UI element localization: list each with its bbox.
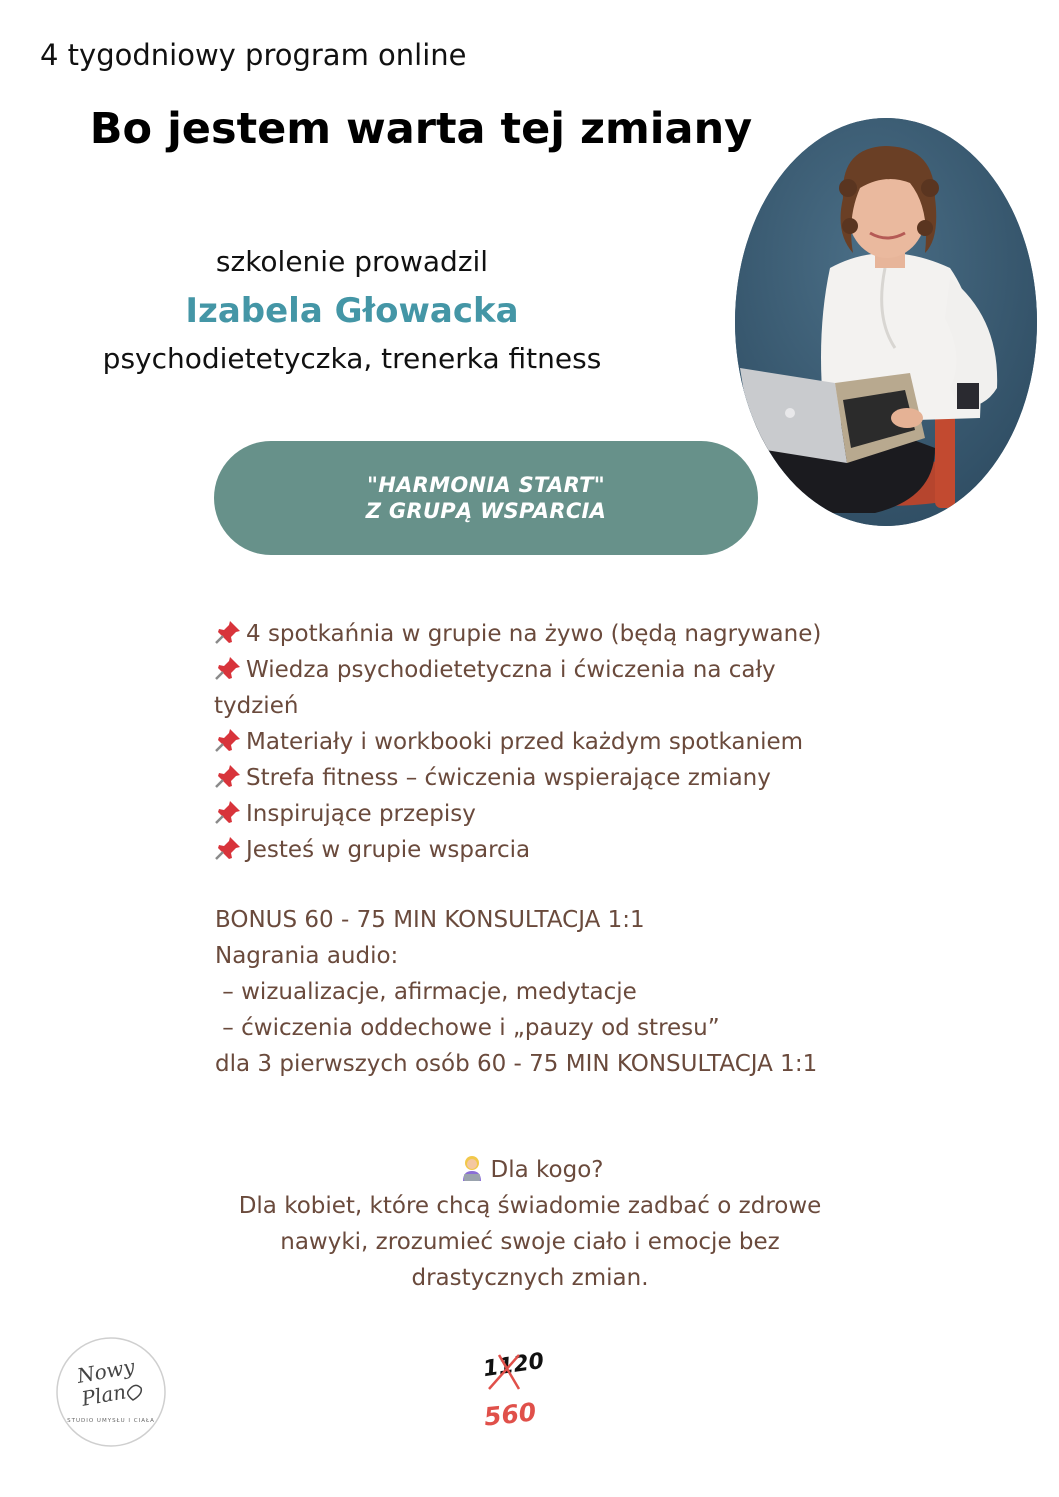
feature-text: Materiały i workbooki przed każdym spotkaniem (246, 729, 804, 755)
logo-line1: Nowy (75, 1354, 137, 1388)
trainer-name: Izabela Głowacka (185, 291, 519, 331)
trainer-photo (735, 118, 1037, 526)
trainer-intro: szkolenie prowadzil (215, 245, 489, 278)
pushpin-icon (214, 655, 242, 681)
feature-text: 4 spotkańnia w grupie na żywo (będą nagrywane) (246, 621, 822, 647)
audience-line: nawyki, zrozumieć swoje ciało i emocje bez (280, 1229, 780, 1255)
bonus-section (215, 902, 915, 1082)
trainer-role: psychodietetyczka, trenerka fitness (102, 342, 602, 375)
bonus-line: – wizualizacje, afirmacje, medytacje (215, 979, 637, 1005)
audience-heading-text: Dla kogo? (490, 1157, 604, 1183)
list-item (214, 796, 854, 832)
list-item (214, 652, 854, 724)
audience-line: drastycznych zmian. (411, 1265, 649, 1291)
list-item (214, 832, 854, 868)
pushpin-icon (214, 619, 242, 645)
new-price: 560 (482, 1397, 538, 1432)
program-badge-line1: "HARMONIA START" (366, 473, 605, 497)
bonus-line: – ćwiczenia oddechowe i „pauzy od stresu” (215, 1015, 720, 1041)
nowy-plan-logo (55, 1336, 167, 1448)
page-title: Bo jestem warta tej zmiany (89, 104, 753, 154)
program-badge (214, 441, 758, 555)
audience-line: Dla kobiet, które chcą świadomie zadbać o zdrowe (238, 1193, 822, 1219)
bonus-line: BONUS 60 - 75 MIN KONSULTACJA 1:1 (215, 907, 645, 933)
feature-text: Inspirujące przepisy (246, 801, 476, 827)
logo-tagline: STUDIO UMYSŁU I CIAŁA (67, 1418, 155, 1424)
audience-heading (180, 1152, 880, 1188)
list-item (214, 724, 854, 760)
program-subtitle: 4 tygodniowy program online (40, 38, 467, 72)
program-badge-line2: Z GRUPĄ WSPARCIA (365, 499, 607, 523)
pushpin-icon (214, 727, 242, 753)
pushpin-icon (214, 835, 242, 861)
list-item (214, 760, 854, 796)
audience-section (180, 1152, 880, 1296)
feature-text: Wiedza psychodietetyczna i ćwiczenia na cały tydzień (214, 657, 776, 719)
strike-x-icon (481, 1353, 527, 1391)
pushpin-icon (214, 799, 242, 825)
logo-line2: Plan (79, 1379, 128, 1411)
woman-with-laptop-icon (457, 1154, 487, 1182)
old-price (481, 1348, 546, 1391)
feature-text: Strefa fitness – ćwiczenia wspierające zmiany (246, 765, 771, 791)
trainer-block (40, 243, 664, 381)
bonus-line: Nagrania audio: (215, 943, 399, 969)
pushpin-icon (214, 763, 242, 789)
feature-text: Jesteś w grupie wsparcia (246, 837, 531, 863)
bonus-line: dla 3 pierwszych osób 60 - 75 MIN KONSULTACJA 1:1 (215, 1051, 818, 1077)
feature-list (214, 616, 854, 868)
old-price-value: 1120 (481, 1348, 546, 1383)
list-item (214, 616, 854, 652)
